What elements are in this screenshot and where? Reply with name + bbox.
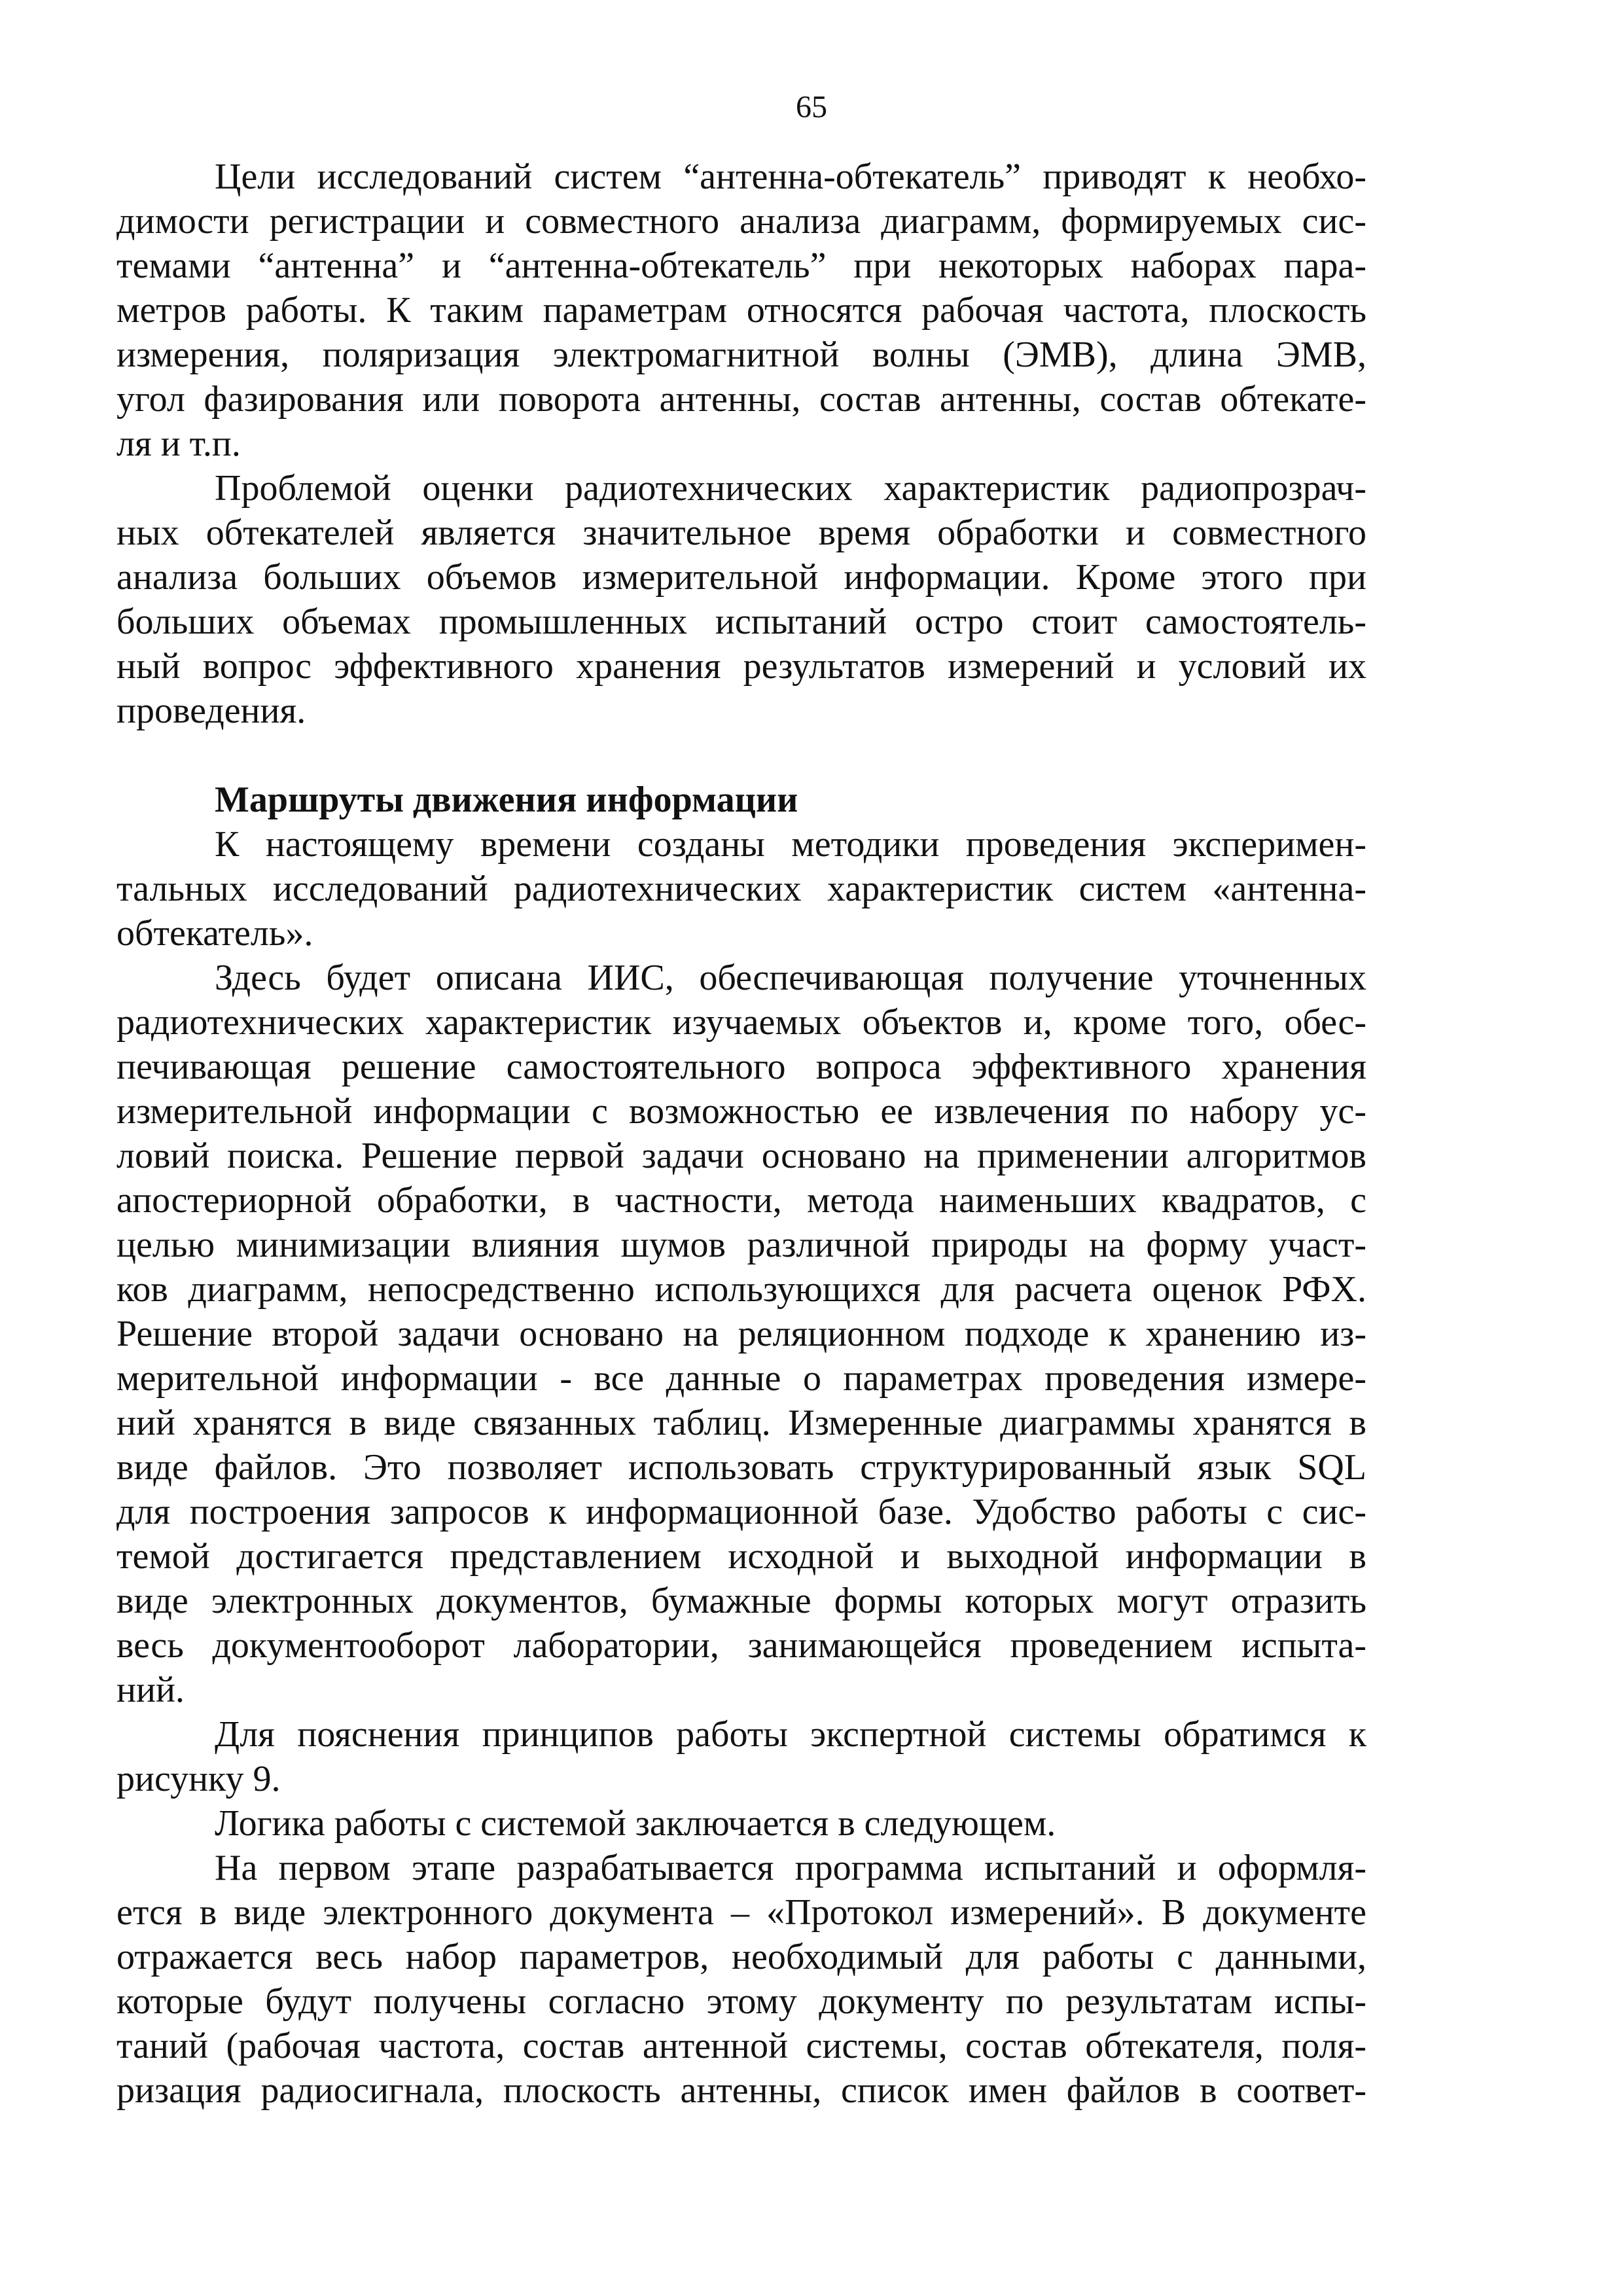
paragraph [116,154,1366,466]
text-line: ризация радиосигнала, плоскость антенны, список имен файлов в соответ- [116,2070,1366,2111]
text-line: виде файлов. Это позволяет использовать структурированный язык SQL [116,1447,1366,1488]
text-line: На первом этапе разрабатывается программа испытаний и оформля- [215,1848,1366,1888]
text-line: измерительной информации с возможностью ее извлечения по набору ус- [116,1091,1366,1132]
text-line: ется в виде электронного документа – «Протокол измерений». В документе [116,1892,1366,1933]
text-line: виде электронных документов, бумажные формы которых могут отразить [116,1581,1366,1621]
text-line: Проблемой оценки радиотехнических характеристик радиопрозрач- [215,468,1366,509]
text-line: больших объемах промышленных испытаний остро стоит самостоятель- [116,601,1366,642]
text-line: димости регистрации и совместного анализа диаграмм, формируемых сис- [116,201,1366,242]
section-heading: Маршруты движения информации [215,780,798,820]
paragraph [116,1712,1366,1801]
text-line: ных обтекателей является значительное время обработки и совместного [116,512,1366,553]
text-line: метров работы. К таким параметрам относятся рабочая частота, плоскость [116,290,1366,331]
text-line: темой достигается представлением исходной и выходной информации в [116,1536,1366,1577]
paragraph [116,1846,1366,2113]
paragraph [116,822,1366,956]
text-line: тальных исследований радиотехнических характеристик систем «антенна- [116,869,1366,909]
text-line: апостериорной обработки, в частности, метода наименьших квадратов, с [116,1180,1366,1221]
text-line: обтекатель». [116,913,313,954]
text-line: которые будут получены согласно этому документу по результатам испы- [116,1981,1366,2022]
text-line: Цели исследований систем “антенна-обтекатель” приводят к необхо- [215,156,1366,197]
text-line: ков диаграмм, непосредственно использующихся для расчета оценок РФХ. [116,1269,1366,1310]
text-line: таний (рабочая частота, состав антенной системы, состав обтекателя, поля- [116,2026,1366,2066]
text-line: Здесь будет описана ИИС, обеспечивающая получение уточненных [215,958,1366,998]
paragraph [116,1801,1366,1846]
text-line: темами “антенна” и “антенна-обтекатель” при некоторых наборах пара- [116,245,1366,286]
text-line: ля и т.п. [116,423,241,464]
text-line: Для пояснения принципов работы экспертной системы обратимся к [215,1714,1366,1755]
document-body [116,154,1366,2113]
text-line: весь документооборот лаборатории, занимающейся проведением испыта- [116,1625,1366,1666]
section-spacer [116,733,1366,778]
text-line: проведения. [116,691,306,731]
text-line: ный вопрос эффективного хранения результатов измерений и условий их [116,646,1366,687]
text-line: радиотехнических характеристик изучаемых объектов и, кроме того, обес- [116,1002,1366,1043]
text-line: мерительной информации - все данные о параметрах проведения измере- [116,1358,1366,1399]
text-line: Решение второй задачи основано на реляционном подходе к хранению из- [116,1314,1366,1354]
text-line: ний хранятся в виде связанных таблиц. Измеренные диаграммы хранятся в [116,1403,1366,1443]
text-line: отражается весь набор параметров, необходимый для работы с данными, [116,1937,1366,1977]
text-line: анализа больших объемов измерительной информации. Кроме этого при [116,557,1366,598]
paragraph [116,466,1366,733]
page-number: 65 [796,90,827,124]
text-line: для построения запросов к информационной базе. Удобство работы с сис- [116,1492,1366,1532]
paragraph [116,956,1366,1712]
text-line: К настоящему времени созданы методики проведения эксперимен- [215,824,1366,865]
text-line: рисунку 9. [116,1759,281,1799]
text-line: ловий поиска. Решение первой задачи основано на применении алгоритмов [116,1136,1366,1176]
text-line: Логика работы с системой заключается в следующем. [215,1803,1056,1844]
text-line: измерения, поляризация электромагнитной волны (ЭМВ), длина ЭМВ, [116,334,1366,375]
text-line: ний. [116,1670,185,1710]
text-line: целью минимизации влияния шумов различной природы на форму участ- [116,1225,1366,1265]
text-line: угол фазирования или поворота антенны, состав антенны, состав обтекате- [116,379,1366,420]
text-line: печивающая решение самостоятельного вопроса эффективного хранения [116,1047,1366,1087]
